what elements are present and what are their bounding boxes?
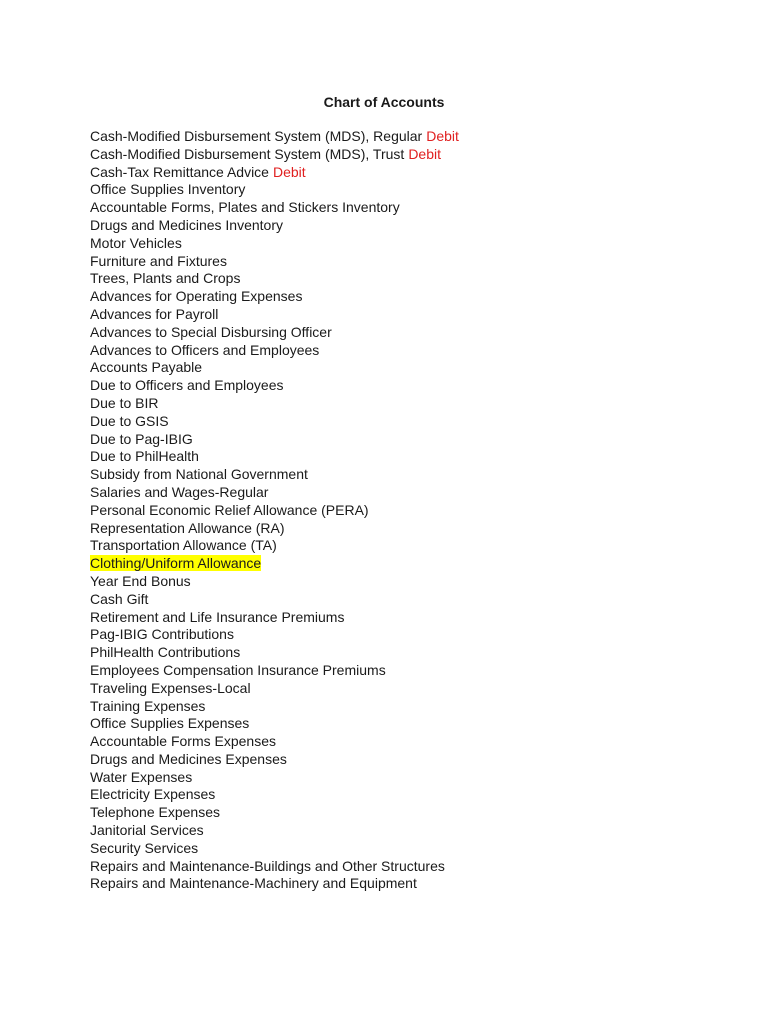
account-item xyxy=(90,786,459,804)
account-item xyxy=(90,199,459,217)
account-name: Cash Gift xyxy=(90,590,149,607)
account-item xyxy=(90,359,459,377)
account-name: Water Expenses xyxy=(90,768,193,785)
account-item xyxy=(90,537,459,555)
accounts-list xyxy=(90,128,459,893)
account-item xyxy=(90,235,459,253)
debit-label: Debit xyxy=(272,163,306,180)
account-name: Pag-IBIG Contributions xyxy=(90,626,234,643)
account-item xyxy=(90,288,459,306)
account-item xyxy=(90,520,459,538)
account-item xyxy=(90,769,459,787)
account-item xyxy=(90,164,459,182)
account-item xyxy=(90,840,459,858)
account-name: Retirement and Life Insurance Premiums xyxy=(90,608,345,625)
account-item xyxy=(90,698,459,716)
account-name: Due to BIR xyxy=(90,394,159,411)
account-name: Due to GSIS xyxy=(90,412,169,429)
account-name: Advances for Operating Expenses xyxy=(90,288,303,305)
account-item xyxy=(90,573,459,591)
account-name: Drugs and Medicines Inventory xyxy=(90,216,283,233)
debit-label: Debit xyxy=(426,128,459,144)
debit-label: Debit xyxy=(408,145,441,162)
account-name: Telephone Expenses xyxy=(90,804,220,821)
account-item xyxy=(90,342,459,360)
account-item xyxy=(90,680,459,698)
account-name: Advances to Special Disbursing Officer xyxy=(90,323,332,340)
account-name: Due to Pag-IBIG xyxy=(90,430,193,447)
account-item xyxy=(90,306,459,324)
account-name: Due to PhilHealth xyxy=(90,448,199,465)
account-item xyxy=(90,609,459,627)
account-item xyxy=(90,217,459,235)
account-name: Trees, Plants and Crops xyxy=(90,270,241,287)
account-item xyxy=(90,644,459,662)
account-item xyxy=(90,146,459,164)
account-item xyxy=(90,626,459,644)
account-name: Training Expenses xyxy=(90,697,206,714)
account-name: Subsidy from National Government xyxy=(90,466,308,483)
account-name: Personal Economic Relief Allowance (PERA) xyxy=(90,501,369,518)
account-name: Accountable Forms Expenses xyxy=(90,733,276,750)
account-name: Cash-Tax Remittance Advice xyxy=(90,163,269,180)
account-name: Repairs and Maintenance-Buildings and Other Structures xyxy=(90,857,445,874)
account-name: Representation Allowance (RA) xyxy=(90,519,285,536)
account-name: Accountable Forms, Plates and Stickers Inventory xyxy=(90,199,400,216)
account-item xyxy=(90,555,459,573)
account-item xyxy=(90,751,459,769)
account-name: Office Supplies Inventory xyxy=(90,181,246,198)
account-name: Traveling Expenses-Local xyxy=(90,679,251,696)
account-name: Year End Bonus xyxy=(90,572,191,589)
account-item xyxy=(90,395,459,413)
account-name: Motor Vehicles xyxy=(90,234,182,251)
account-name: Repairs and Maintenance-Machinery and Equipment xyxy=(90,875,417,892)
account-name: Accounts Payable xyxy=(90,359,203,376)
account-name: Due to Officers and Employees xyxy=(90,377,284,394)
account-item xyxy=(90,662,459,680)
account-item xyxy=(90,484,459,502)
account-item xyxy=(90,181,459,199)
account-item xyxy=(90,431,459,449)
account-name: Employees Compensation Insurance Premiums xyxy=(90,661,386,678)
account-name: Clothing/Uniform Allowance xyxy=(90,555,262,572)
account-item xyxy=(90,591,459,609)
page-title: Chart of Accounts xyxy=(323,94,445,110)
account-item xyxy=(90,270,459,288)
account-name: Salaries and Wages-Regular xyxy=(90,483,269,500)
account-name: Advances to Officers and Employees xyxy=(90,341,320,358)
account-name: Furniture and Fixtures xyxy=(90,252,227,269)
account-item xyxy=(90,377,459,395)
account-name: PhilHealth Contributions xyxy=(90,644,241,661)
account-item xyxy=(90,448,459,466)
account-item xyxy=(90,733,459,751)
account-item xyxy=(90,253,459,271)
account-name: Janitorial Services xyxy=(90,822,204,839)
account-item xyxy=(90,128,459,146)
account-name: Electricity Expenses xyxy=(90,786,216,803)
account-name: Office Supplies Expenses xyxy=(90,715,250,732)
account-name: Security Services xyxy=(90,839,199,856)
account-item xyxy=(90,858,459,876)
account-item xyxy=(90,502,459,520)
account-item xyxy=(90,324,459,342)
account-item xyxy=(90,822,459,840)
account-name: Cash-Modified Disbursement System (MDS), Trust xyxy=(90,145,405,162)
account-name: Advances for Payroll xyxy=(90,305,219,322)
account-name: Transportation Allowance (TA) xyxy=(90,537,277,554)
account-name: Cash-Modified Disbursement System (MDS), Regular xyxy=(90,128,423,144)
account-item xyxy=(90,413,459,431)
account-name: Drugs and Medicines Expenses xyxy=(90,750,287,767)
account-item xyxy=(90,875,459,893)
account-item xyxy=(90,466,459,484)
account-item xyxy=(90,715,459,733)
account-item xyxy=(90,804,459,822)
